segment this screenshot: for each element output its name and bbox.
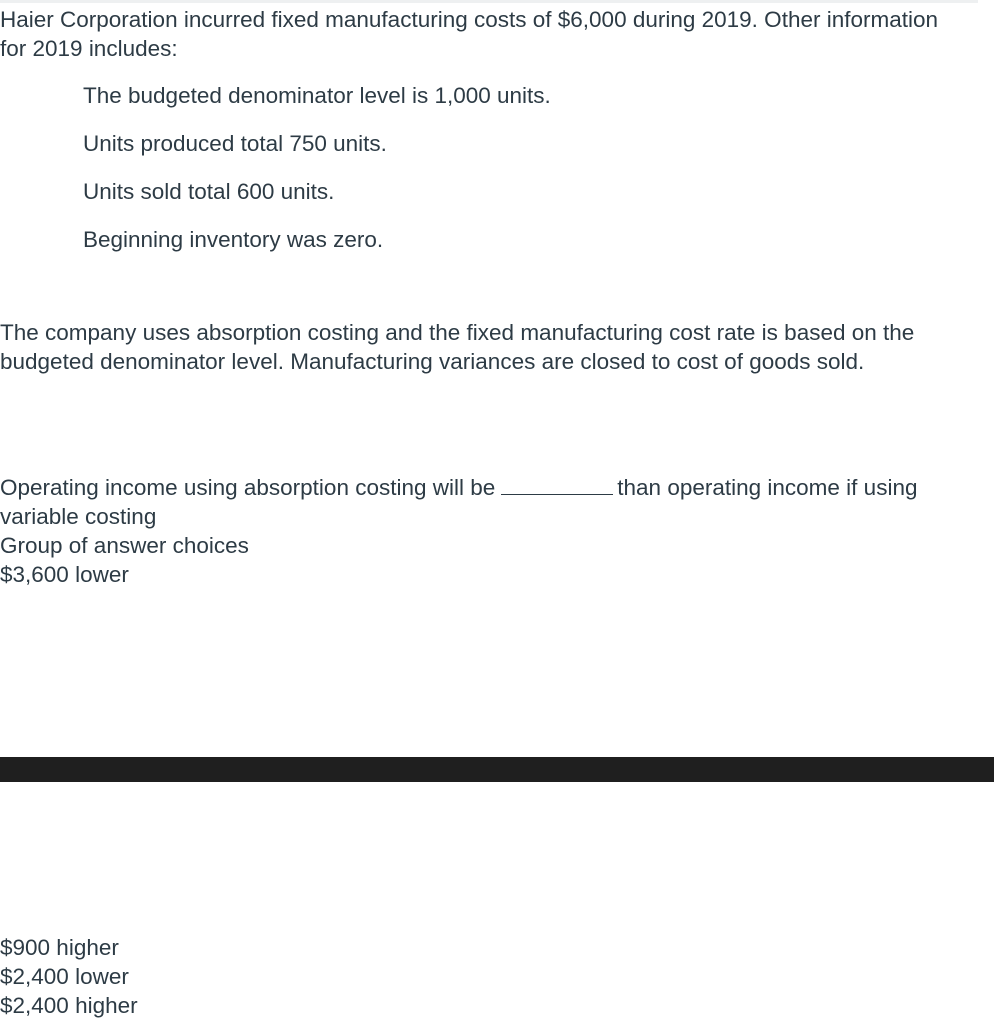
question-prefix: Operating income using absorption costing will be	[0, 475, 496, 500]
choice-2400-higher[interactable]: $2,400 higher	[0, 993, 138, 1018]
problem-intro: Haier Corporation incurred fixed manufacturing costs of $6,000 during 2019. Other information for 2019 includes:	[0, 7, 939, 61]
info-list	[83, 79, 551, 271]
method-description: The company uses absorption costing and the fixed manufacturing cost rate is based on the budgeted denominator level. Manufacturing variances are closed to cost of goods sold.	[0, 320, 915, 374]
info-item-units-produced: Units produced total 750 units.	[83, 131, 387, 156]
question-suffix: than operating income if using variable costing	[0, 475, 918, 529]
choice-2400-lower[interactable]: $2,400 lower	[0, 964, 129, 989]
dark-band	[0, 757, 994, 782]
info-item-units-sold: Units sold total 600 units.	[83, 179, 335, 204]
choice-900-higher[interactable]: $900 higher	[0, 935, 119, 960]
choice-3600-lower[interactable]: $3,600 lower	[0, 562, 129, 587]
answer-blank	[501, 474, 613, 495]
question-text	[0, 473, 990, 531]
choices-label: Group of answer choices	[0, 533, 249, 558]
info-item-beginning-inventory: Beginning inventory was zero.	[83, 227, 384, 252]
info-item-denominator: The budgeted denominator level is 1,000 units.	[83, 83, 551, 108]
top-divider	[0, 0, 978, 3]
